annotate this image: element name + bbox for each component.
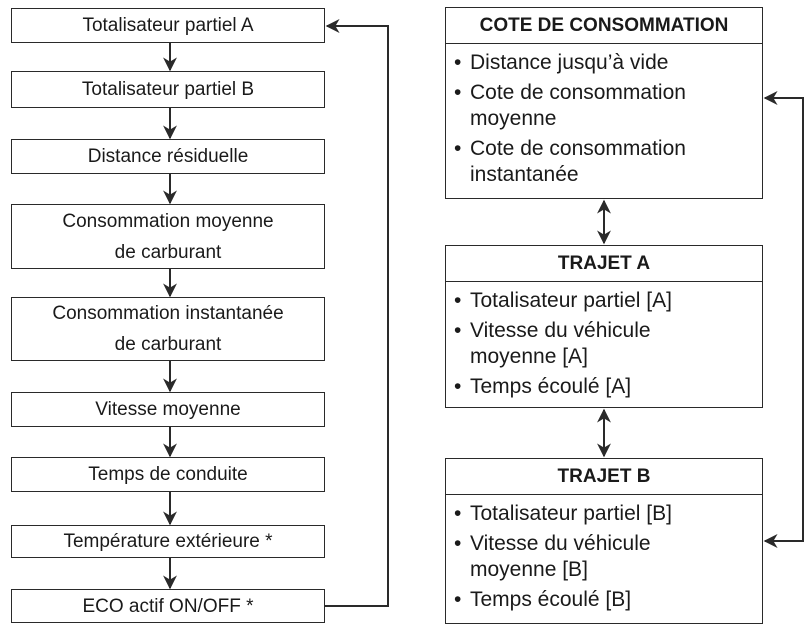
list-item-text: Totalisateur partiel [B] [470, 502, 672, 525]
flow-step-label: ECO actif ON/OFF * [82, 595, 254, 617]
flow-step-label: Température extérieure * [63, 531, 273, 552]
flow-step-label: Totalisateur partiel B [81, 79, 255, 100]
bullet: • [454, 289, 462, 312]
list-item-text: Temps écoulé [A] [470, 375, 632, 398]
bullet: • [454, 502, 462, 525]
flow-step-label: Temps de conduite [88, 464, 248, 485]
list-item-text: Cote de consommation instantanée [470, 137, 686, 186]
bullet: • [454, 588, 462, 611]
flow-step-label: Distance résiduelle [87, 146, 249, 167]
bullet: • [454, 137, 462, 160]
bullet: • [454, 319, 462, 342]
list-item-text: Vitesse du véhicule moyenne [B] [470, 532, 651, 581]
right-loop-arrow-up [765, 98, 803, 541]
list-item-text: Vitesse du véhicule moyenne [A] [470, 319, 651, 368]
flow-step-label: Consommation moyenne de carburant [62, 210, 274, 263]
list-item-text: Distance jusqu’à vide [470, 51, 669, 74]
panel-title: COTE DE CONSOMMATION [446, 8, 762, 44]
loop-back-arrow [325, 26, 388, 606]
flow-step-label: Consommation instantanée de carburant [52, 303, 284, 355]
bullet: • [454, 81, 462, 104]
list-item-text: Totalisateur partiel [A] [470, 289, 672, 312]
flow-step-label: Totalisateur partiel A [82, 15, 254, 36]
list-item-text: Temps écoulé [B] [470, 588, 632, 611]
bullet: • [454, 51, 462, 74]
panel-title: TRAJET B [446, 459, 762, 495]
panel-title: TRAJET A [446, 246, 762, 282]
bullet: • [454, 375, 462, 398]
list-item-text: Cote de consommation moyenne [470, 81, 686, 130]
bullet: • [454, 532, 462, 555]
flow-step-label: Vitesse moyenne [95, 399, 241, 420]
right-loop-arrow-down [765, 98, 803, 541]
